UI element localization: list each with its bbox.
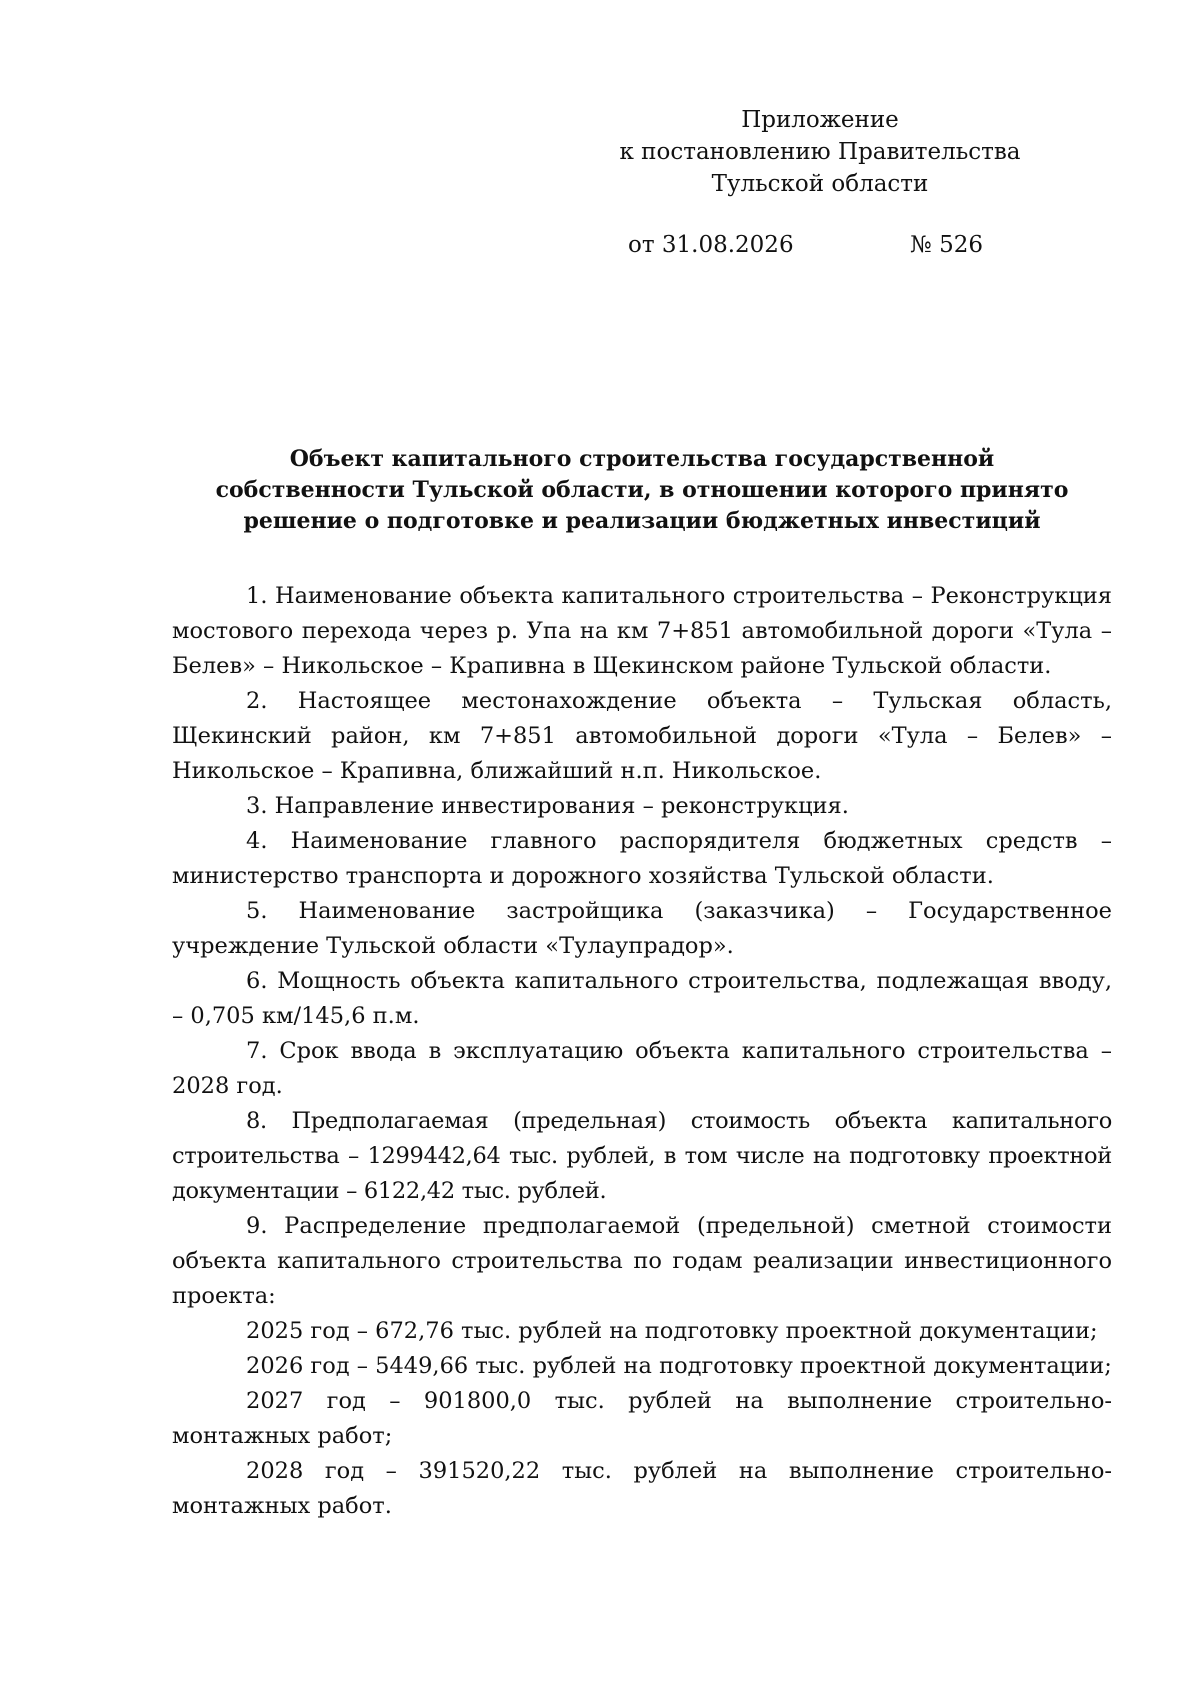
item-3: 3. Направление инвестирования – реконструкция. [246,793,849,819]
year-2025-line: 2025 год – 672,76 тыс. рублей на подготовку проектной документации; [246,1318,1098,1344]
item-7: 7. Срок ввода в эксплуатацию объекта капитального строительства – 2028 год. [172,1038,1112,1099]
item-8: 8. Предполагаемая (предельная) стоимость объекта капитального строительства – 1299442,64 тыс. рублей, в том числе на подготовку проектной документации – 6122,42 тыс. рублей. [172,1108,1112,1204]
item-5: 5. Наименование застройщика (заказчика) – Государственное учреждение Тульской области «Тулаупрадор». [172,898,1112,959]
title-line-2: собственности Тульской области, в отношении которого принято [215,477,1069,503]
appendix-line-1: Приложение [741,107,899,133]
document-title [172,444,1112,537]
item-9: 9. Распределение предполагаемой (предельной) сметной стоимости объекта капитального строительства по годам реализации инвестиционного проекта: [172,1213,1112,1309]
title-line-1: Объект капитального строительства государственной [289,446,995,472]
document-body [172,579,1112,1524]
appendix-line-2: к постановлению Правительства [619,139,1021,165]
item-1: 1. Наименование объекта капитального строительства – Реконструкция мостового перехода через р. Упа на км 7+851 автомобильной дороги «Тула – Белев» – Никольское – Крапивна в Щекинском районе Тульской области. [172,583,1112,679]
appendix-header [600,104,1040,200]
decree-date: от 31.08.2026 [628,232,794,258]
item-2: 2. Настоящее местонахождение объекта – Тульская область, Щекинский район, км 7+851 автомобильной дороги «Тула – Белев» – Никольское – Крапивна, ближайший н.п. Никольское. [172,688,1112,784]
item-6: 6. Мощность объекта капитального строительства, подлежащая вводу, – 0,705 км/145,6 п.м. [172,968,1112,1029]
year-2028-line: 2028 год – 391520,22 тыс. рублей на выполнение строительно-монтажных работ. [172,1458,1112,1519]
year-2026-line: 2026 год – 5449,66 тыс. рублей на подготовку проектной документации; [246,1353,1112,1379]
item-4: 4. Наименование главного распорядителя бюджетных средств – министерство транспорта и дорожного хозяйства Тульской области. [172,828,1112,889]
title-line-3: решение о подготовке и реализации бюджетных инвестиций [243,508,1041,534]
year-2027-line: 2027 год – 901800,0 тыс. рублей на выполнение строительно-монтажных работ; [172,1388,1112,1449]
decree-number: № 526 [910,232,983,258]
appendix-line-3: Тульской области [711,171,929,197]
